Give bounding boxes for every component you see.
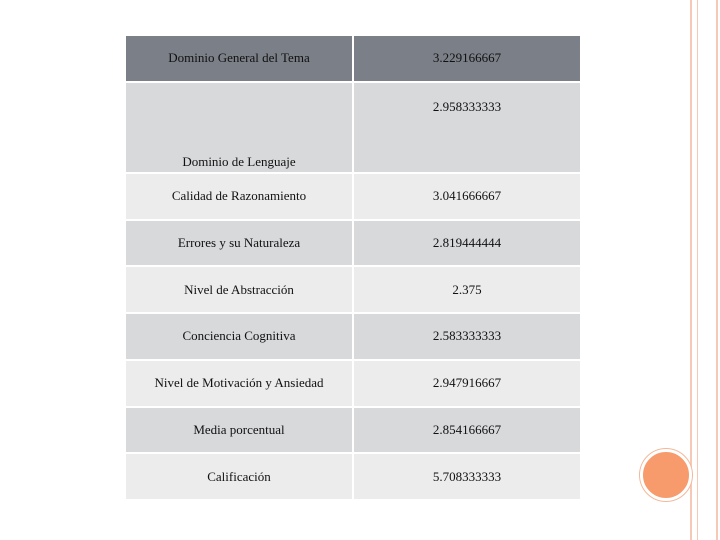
table-row (126, 36, 580, 81)
row-label: Conciencia Cognitiva (126, 314, 352, 359)
row-value: 2.375 (354, 267, 580, 312)
row-value: 2.958333333 (354, 83, 580, 172)
row-value: 2.819444444 (354, 221, 580, 266)
row-value: 2.854166667 (354, 408, 580, 453)
table-row (126, 83, 580, 172)
decorative-rule (716, 0, 718, 540)
row-label: Media porcentual (126, 408, 352, 453)
table-row (126, 267, 580, 312)
row-label: Nivel de Motivación y Ansiedad (126, 361, 352, 406)
row-value: 5.708333333 (354, 454, 580, 499)
table-row (126, 314, 580, 359)
decorative-rule (690, 0, 692, 540)
table-row (126, 221, 580, 266)
row-value: 3.229166667 (354, 36, 580, 81)
row-label: Dominio General del Tema (126, 36, 352, 81)
table-row (126, 174, 580, 219)
table-row (126, 361, 580, 406)
row-label: Dominio de Lenguaje (126, 83, 352, 172)
row-label: Errores y su Naturaleza (126, 221, 352, 266)
row-label: Nivel de Abstracción (126, 267, 352, 312)
row-value: 3.041666667 (354, 174, 580, 219)
row-value: 2.947916667 (354, 361, 580, 406)
row-label: Calificación (126, 454, 352, 499)
results-table (124, 34, 582, 501)
table-row (126, 454, 580, 499)
table-row (126, 408, 580, 453)
decorative-rule (697, 0, 698, 540)
row-label: Calidad de Razonamiento (126, 174, 352, 219)
row-value: 2.583333333 (354, 314, 580, 359)
decorative-circle (640, 449, 692, 501)
